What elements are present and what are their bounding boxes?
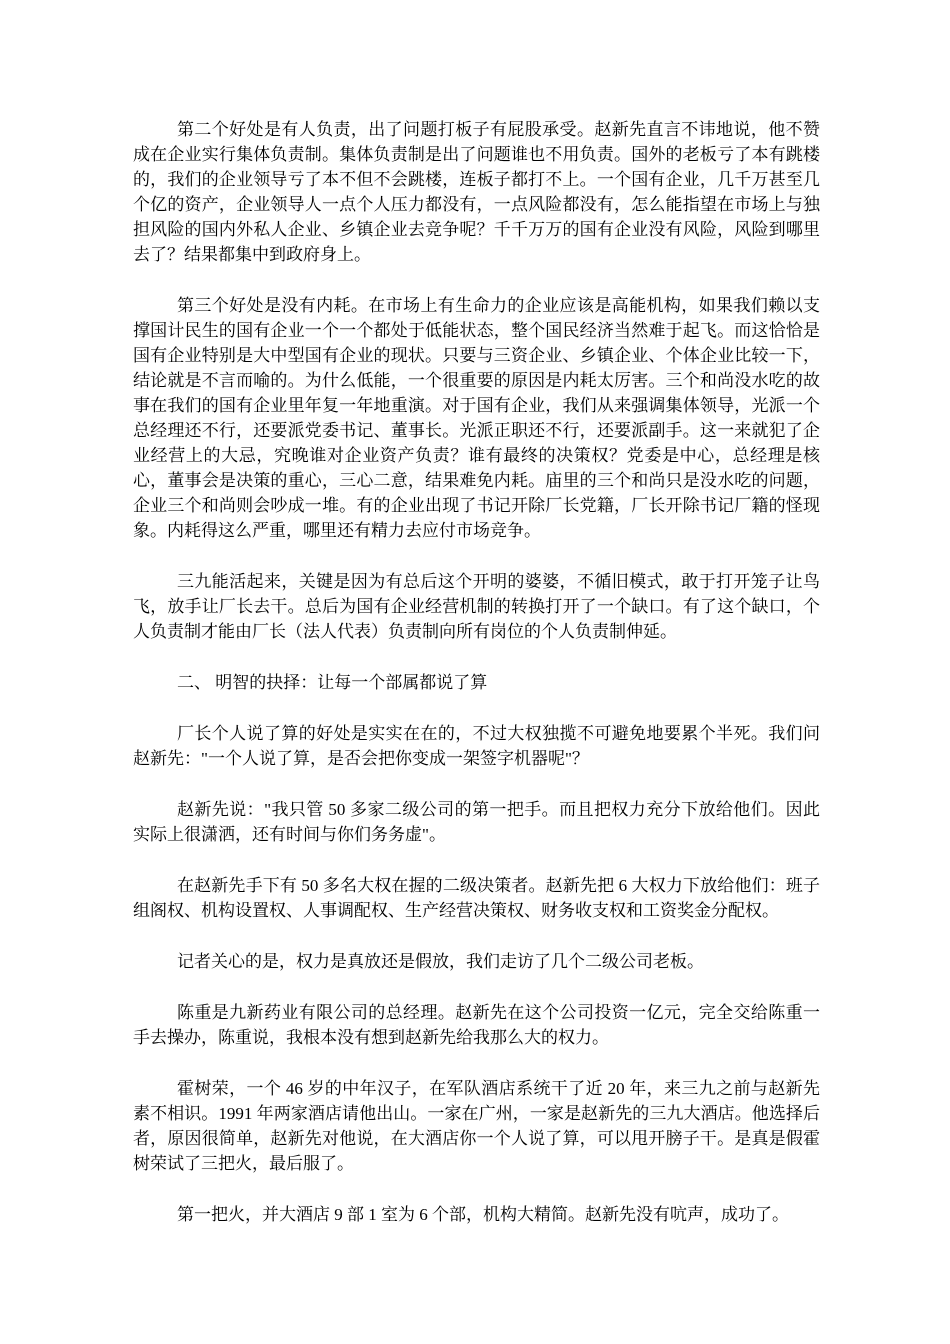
paragraph-chen-zhong: 陈重是九新药业有限公司的总经理。赵新先在这个公司投资一亿元，完全交给陈重一手去操办，陈重说，我根本没有想到赵新先给我那么大的权力。 [133, 1003, 820, 1047]
paragraph-responsibility: 第二个好处是有人负责，出了问题打板子有屁股承受。赵新先直言不讳地说，他不赞成在企业实行集体负责制。集体负责制是出了问题谁也不用负责。国外的老板亏了本有跳楼的，我们的企业领导亏了本不但不会跳楼，连板子都打不上。一个国有企业，几千万甚至几个亿的资产，企业领导人一点个人压力都没有，一点风险都没有，怎么能指望在市场上与独担风险的国内外私人企业、乡镇企业去竞争呢？千千万万的国有企业没有风险，风险到哪里去了？结果都集中到政府身上。 [133, 120, 820, 264]
paragraph-zhao-answer: 赵新先说："我只管 50 多家二级公司的第一把手。而且把权力充分下放给他们。因此实际上很潇洒，还有时间与你们务务虚"。 [133, 800, 820, 844]
paragraph-sanjiu-revival: 三九能活起来，关键是因为有总后这个开明的婆婆，不循旧模式，敢于打开笼子让鸟飞，放手让厂长去干。总后为国有企业经营机制的转换打开了一个缺口。有了这个缺口，个人负责制才能由厂长（法人代表）负责制向所有岗位的个人负责制伸延。 [133, 572, 820, 641]
paragraph-six-powers: 在赵新先手下有 50 多名大权在握的二级决策者。赵新先把 6 大权力下放给他们：班子组阁权、机构设置权、人事调配权、生产经营决策权、财务收支权和工资奖金分配权。 [133, 876, 820, 920]
section-heading-2: 二、 明智的抉择：让每一个部属都说了算 [177, 673, 488, 692]
paragraph-no-internal-friction: 第三个好处是没有内耗。在市场上有生命力的企业应该是高能机构，如果我们赖以支撑国计民生的国有企业一个一个都处于低能状态，整个国民经济当然难于起飞。而这恰恰是国有企业特别是大中型国有企业的现状。只要与三资企业、乡镇企业、个体企业比较一下，结论就是不言而喻的。为什么低能，一个很重要的原因是内耗太厉害。三个和尚没水吃的故事在我们的国有企业里年复一年地重演。对于国有企业，我们从来强调集体领导，光派一个总经理还不行，还要派党委书记、董事长。光派正职还不行，还要派副手。这一来就犯了企业经营上的大忌，究晚谁对企业资产负责？谁有最终的决策权？党委是中心，总经理是核心，董事会是决策的重心，三心二意，结果难免内耗。庙里的三个和尚只是没水吃的问题，企业三个和尚则会吵成一堆。有的企业出现了书记开除厂长党籍，厂长开除书记厂籍的怪现象。内耗得这么严重，哪里还有精力去应付市场竞争。 [133, 296, 820, 540]
paragraph-reporter-concern: 记者关心的是，权力是真放还是假放，我们走访了几个二级公司老板。 [177, 952, 704, 971]
paragraph-question-to-zhao: 厂长个人说了算的好处是实实在在的，不过大权独揽不可避免地要累个半死。我们问赵新先："一个人说了算，是否会把你变成一架签字机器呢"？ [133, 724, 820, 768]
paragraph-first-fire: 第一把火，并大酒店 9 部 1 室为 6 个部，机构大精简。赵新先没有吭声，成功了。 [177, 1205, 789, 1224]
paragraph-huo-shurong: 霍树荣，一个 46 岁的中年汉子，在军队酒店系统干了近 20 年，来三九之前与赵新先素不相识。1991 年两家酒店请他出山。一家在广州，一家是赵新先的三九大酒店。他选择后者，原因很简单，赵新先对他说，在大酒店你一个人说了算，可以甩开膀子干。是真是假霍树荣试了三把火，最后服了。 [133, 1079, 820, 1173]
